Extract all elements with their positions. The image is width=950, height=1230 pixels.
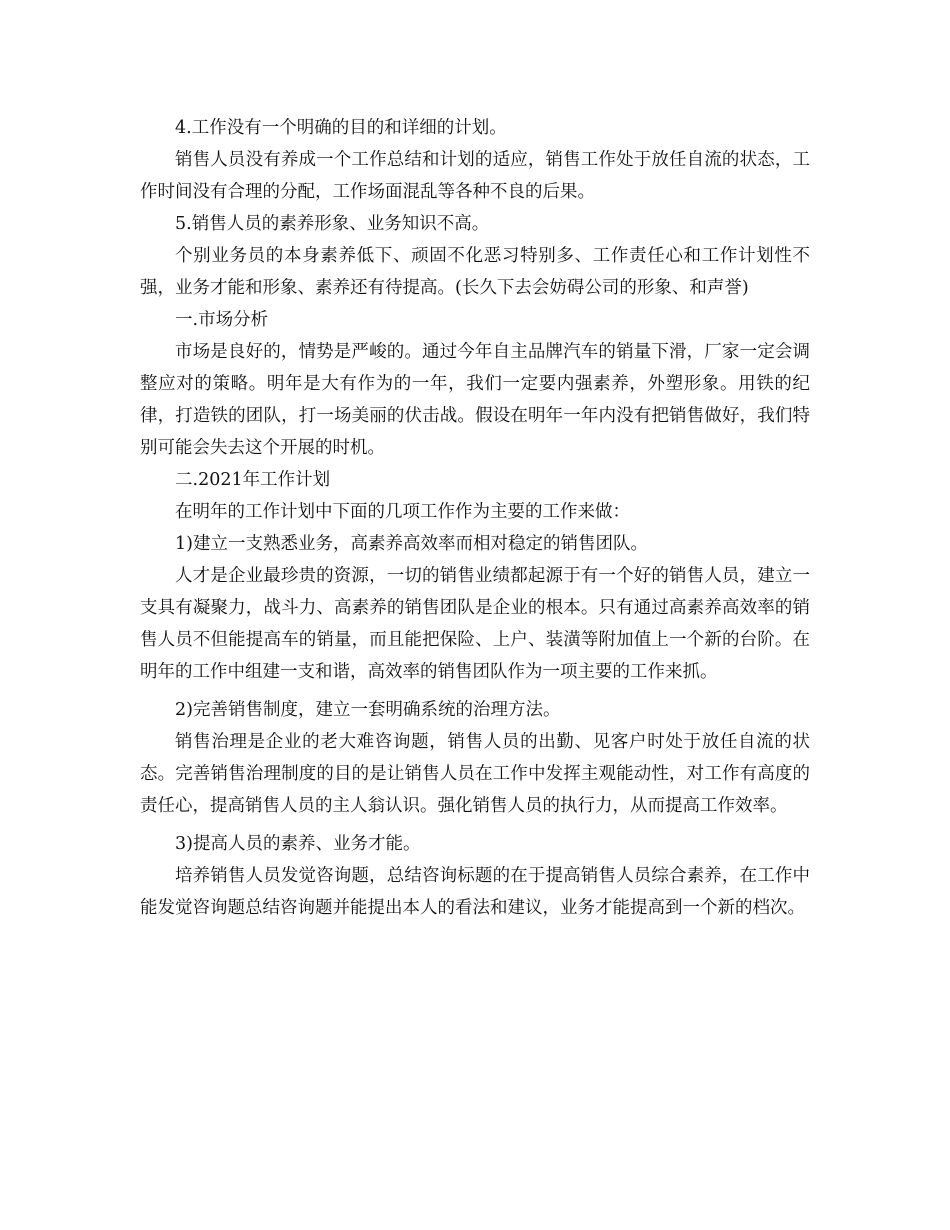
document-body <box>140 112 810 924</box>
paragraph: 销售人员没有养成一个工作总结和计划的适应，销售工作处于放任自流的状态，工作时间没有合理的分配，工作场面混乱等各种不良的后果。 <box>140 150 810 202</box>
section-heading: 4.工作没有一个明确的目的和详细的计划。 <box>175 118 507 138</box>
section-heading: 5.销售人员的素养形象、业务知识不高。 <box>175 214 490 234</box>
section-heading: 二.2021年工作计划 <box>175 470 331 490</box>
paragraph: 销售治理是企业的老大难咨询题，销售人员的出勤、见客户时处于放任自流的状态。完善销售治理制度的目的是让销售人员在工作中发挥主观能动性，对工作有高度的责任心，提高销售人员的主人翁认识。强化销售人员的执行力，从而提高工作效率。 <box>140 732 810 816</box>
paragraph: 市场是良好的，情势是严峻的。通过今年自主品牌汽车的销量下滑，厂家一定会调整应对的策略。明年是大有作为的一年，我们一定要内强素养，外塑形象。用铁的纪律，打造铁的团队，打一场美丽的伏击战。假设在明年一年内没有把销售做好，我们特别可能会失去这个开展的时机。 <box>140 342 810 458</box>
paragraph: 人才是企业最珍贵的资源，一切的销售业绩都起源于有一个好的销售人员，建立一支具有凝聚力，战斗力、高素养的销售团队是企业的根本。只有通过高素养高效率的销售人员不但能提高车的销量，而且能把保险、上户、装潢等附加值上一个新的台阶。在明年的工作中组建一支和谐，高效率的销售团队作为一项主要的工作来抓。 <box>140 566 810 682</box>
paragraph: 培养销售人员发觉咨询题，总结咨询标题的在于提高销售人员综合素养，在工作中能发觉咨询题总结咨询题并能提出本人的看法和建议，业务才能提高到一个新的档次。 <box>140 866 810 918</box>
paragraph: 在明年的工作计划中下面的几项工作作为主要的工作来做： <box>175 502 630 522</box>
paragraph: 个别业务员的本身素养低下、顽固不化恶习特别多、工作责任心和工作计划性不强，业务才能和形象、素养还有待提高。(长久下去会妨碍公司的形象、和声誉) <box>140 246 810 298</box>
section-heading: 一.市场分析 <box>175 310 269 330</box>
section-heading: 3)提高人员的素养、业务才能。 <box>175 834 421 854</box>
section-heading: 2)完善销售制度，建立一套明确系统的治理方法。 <box>175 700 561 720</box>
section-heading: 1)建立一支熟悉业务，高素养高效率而相对稳定的销售团队。 <box>175 534 648 554</box>
